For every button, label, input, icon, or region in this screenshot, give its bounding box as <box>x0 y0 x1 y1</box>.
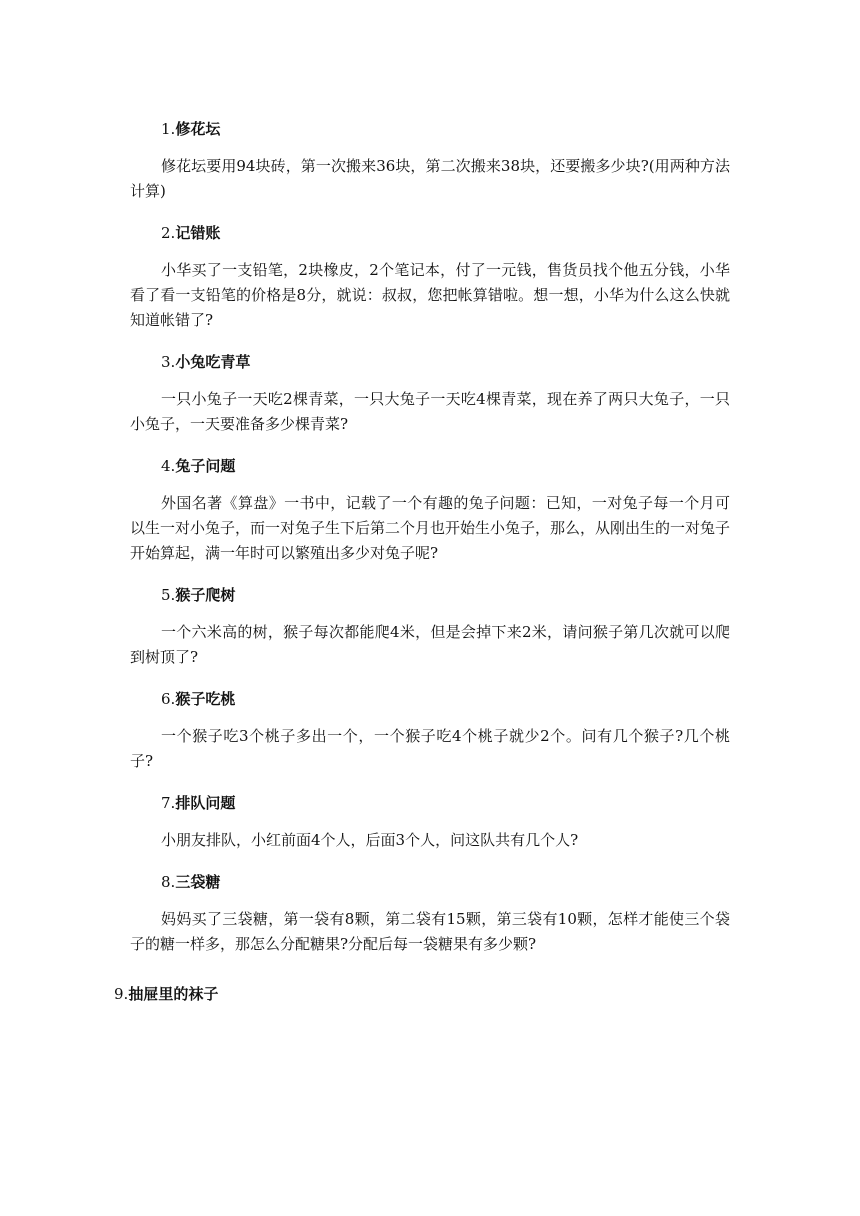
problem-title: 抽屉里的袜子 <box>128 985 219 1003</box>
problem-text: 小朋友排队，小红前面4个人，后面3个人，问这队共有几个人? <box>161 831 579 849</box>
problem-text: 一只小兔子一天吃2棵青菜，一只大兔子一天吃4棵青菜，现在养了两只大兔子，一只小兔子，一天要准备多少棵青菜? <box>130 390 730 433</box>
problem-text: 妈妈买了三袋糖，第一袋有8颗，第二袋有15颗，第三袋有10颗，怎样才能使三个袋子的糖一样多，那怎么分配糖果?分配后每一袋糖果有多少颗? <box>130 910 730 953</box>
problem-title: 兔子问题 <box>175 457 236 475</box>
problem-3 <box>130 351 730 437</box>
problem-heading <box>130 688 730 710</box>
problem-7 <box>130 792 730 853</box>
problem-5 <box>130 584 730 670</box>
problem-8 <box>130 871 730 957</box>
problem-number: 7. <box>161 794 176 812</box>
problem-number: 8. <box>161 873 176 891</box>
problem-4 <box>130 455 730 566</box>
problem-heading <box>130 222 730 244</box>
problem-heading <box>114 983 730 1005</box>
problem-9 <box>114 983 730 1005</box>
problem-title: 排队问题 <box>175 794 236 812</box>
problem-title: 修花坛 <box>175 120 221 138</box>
problem-heading <box>130 584 730 606</box>
problem-number: 2. <box>161 224 176 242</box>
problem-heading <box>130 455 730 477</box>
problem-title: 三袋糖 <box>175 873 221 891</box>
problem-list <box>114 118 731 1019</box>
problem-title: 记错账 <box>175 224 221 242</box>
problem-text: 一个猴子吃3个桃子多出一个，一个猴子吃4个桃子就少2个。问有几个猴子?几个桃子? <box>130 727 730 770</box>
problem-number: 5. <box>161 586 176 604</box>
problem-heading <box>130 792 730 814</box>
problem-title: 小兔吃青草 <box>175 353 251 371</box>
problem-number: 9. <box>114 985 129 1003</box>
problem-text: 一个六米高的树，猴子每次都能爬4米，但是会掉下来2米，请问猴子第几次就可以爬到树顶了? <box>130 623 730 666</box>
problem-6 <box>130 688 730 774</box>
problem-1 <box>130 118 730 204</box>
problem-heading <box>130 351 730 373</box>
problem-title: 猴子爬树 <box>175 586 236 604</box>
problem-text: 外国名著《算盘》一书中，记载了一个有趣的兔子问题：已知，一对兔子每一个月可以生一对小兔子，而一对兔子生下后第二个月也开始生小兔子，那么，从刚出生的一对兔子开始算起，满一年时可以繁殖出多少对兔子呢? <box>130 494 731 562</box>
problem-2 <box>130 222 730 333</box>
problem-number: 4. <box>161 457 176 475</box>
problem-number: 6. <box>161 690 176 708</box>
problem-heading <box>130 871 730 893</box>
problem-text: 修花坛要用94块砖，第一次搬来36块，第二次搬来38块，还要搬多少块?(用两种方法计算) <box>130 157 730 200</box>
problem-title: 猴子吃桃 <box>175 690 236 708</box>
problem-number: 3. <box>161 353 176 371</box>
problem-text: 小华买了一支铅笔，2块橡皮，2个笔记本，付了一元钱，售货员找个他五分钱，小华看了看一支铅笔的价格是8分，就说：叔叔，您把帐算错啦。想一想，小华为什么这么快就知道帐错了? <box>130 261 730 329</box>
problem-heading <box>130 118 730 140</box>
problem-number: 1. <box>161 120 176 138</box>
